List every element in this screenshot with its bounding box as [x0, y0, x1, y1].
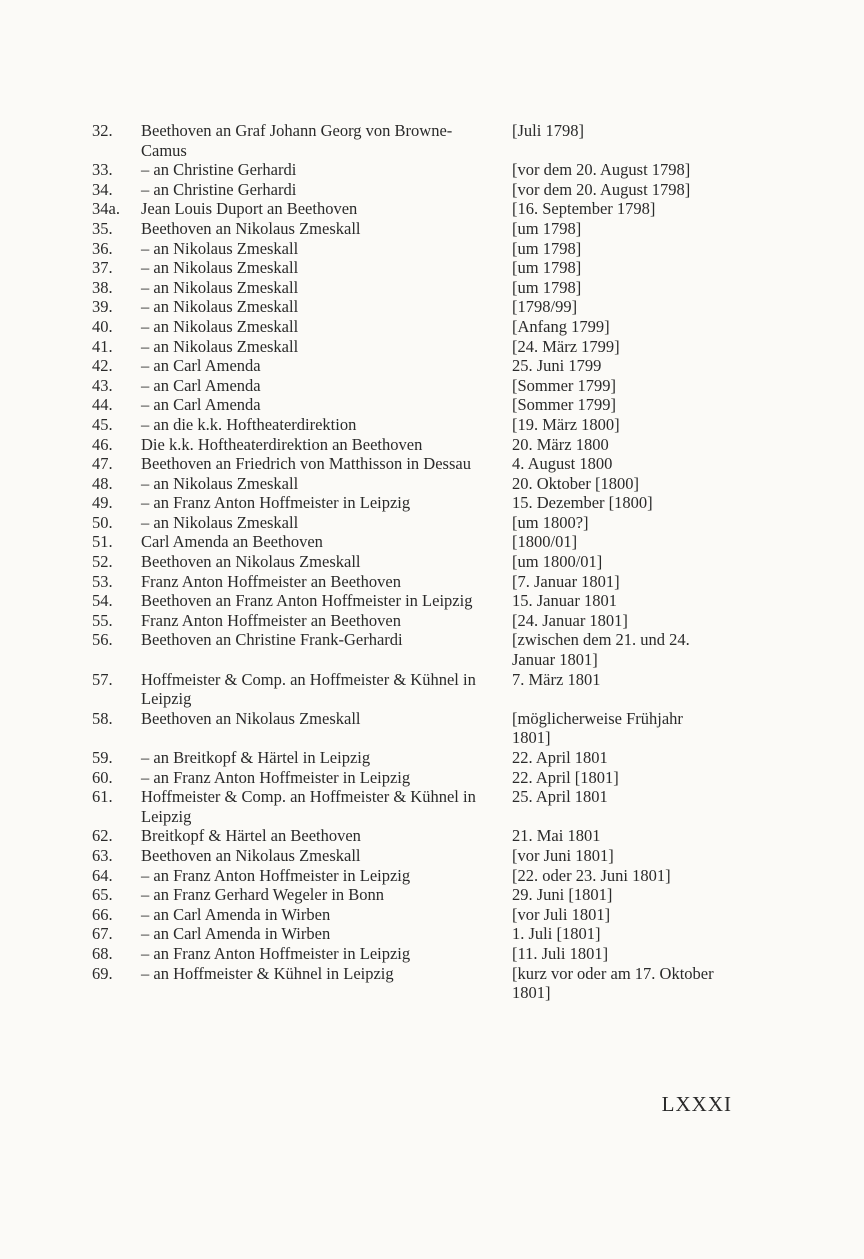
- entry-correspondents: – an Franz Anton Hoffmeister in Leipzig: [141, 767, 411, 787]
- entry-date: 25. April 1801: [512, 787, 608, 807]
- index-entry: [92, 905, 712, 925]
- index-entry: [92, 160, 712, 180]
- entry-number: 49.: [92, 493, 113, 513]
- entry-date: 22. April 1801: [512, 748, 608, 767]
- index-entry: [92, 591, 712, 611]
- entry-date: [19. März 1800]: [512, 414, 620, 434]
- index-entry: [92, 317, 712, 337]
- entry-date: [7. Januar 1801]: [512, 571, 620, 591]
- entry-number: 68.: [92, 943, 113, 963]
- entry-number: 42.: [92, 356, 113, 376]
- entry-number: 34.: [92, 179, 113, 199]
- entry-number: 50.: [92, 512, 113, 532]
- entry-date: 15. Januar 1801: [512, 591, 617, 611]
- entry-correspondents: Die k.k. Hoftheaterdirektion an Beethoven: [141, 434, 423, 454]
- entry-correspondents: – an Christine Gerhardi: [141, 160, 297, 180]
- entry-correspondents: Jean Louis Duport an Beethoven: [141, 199, 358, 219]
- index-entry: [92, 944, 712, 964]
- entry-correspondents: Beethoven an Nikolaus Zmeskall: [141, 708, 361, 728]
- entry-correspondents: Breitkopf & Härtel an Beethoven: [141, 826, 361, 846]
- index-entry: [92, 572, 712, 592]
- index-entry: [92, 768, 712, 788]
- entry-date: [1798/99]: [512, 297, 578, 317]
- entry-date: [24. Januar 1801]: [512, 610, 628, 630]
- index-entry: [92, 826, 712, 846]
- entry-date: [vor Juli 1801]: [512, 904, 611, 924]
- index-entry: [92, 748, 712, 768]
- entry-correspondents: Franz Anton Hoffmeister an Beethoven: [141, 571, 401, 591]
- entry-correspondents: – an Christine Gerhardi: [141, 179, 297, 199]
- entry-number: 66.: [92, 904, 113, 924]
- page-number: LXXXI: [661, 1092, 732, 1116]
- entry-number: 53.: [92, 571, 113, 591]
- entry-number: 36.: [92, 238, 113, 258]
- index-entry: [92, 435, 712, 455]
- entry-date: [um 1798]: [512, 258, 582, 278]
- entry-correspondents: Beethoven an Nikolaus Zmeskall: [141, 845, 361, 865]
- entry-correspondents: Beethoven an Friedrich von Matthisson in Dessau: [141, 454, 471, 474]
- index-entry: [92, 376, 712, 396]
- entry-date: 21. Mai 1801: [512, 826, 601, 846]
- index-entry: [92, 885, 712, 905]
- index-entry: [92, 121, 712, 160]
- entry-correspondents: – an Carl Amenda: [141, 356, 261, 376]
- entry-date: 22. April [1801]: [512, 767, 619, 787]
- entry-number: 54.: [92, 591, 113, 611]
- entry-correspondents: Beethoven an Nikolaus Zmeskall: [141, 552, 361, 572]
- index-entry: [92, 356, 712, 376]
- entry-date: [um 1800/01]: [512, 552, 603, 572]
- entry-date: [vor dem 20. August 1798]: [512, 179, 691, 199]
- entry-date: [kurz vor oder am 17. Oktober 1801]: [512, 963, 714, 1003]
- index-entry: [92, 709, 712, 748]
- entry-number: 33.: [92, 160, 113, 180]
- entry-date: [16. September 1798]: [512, 199, 656, 219]
- entry-number: 63.: [92, 845, 113, 865]
- entry-number: 55.: [92, 610, 113, 630]
- entry-number: 61.: [92, 787, 113, 807]
- entry-correspondents: – an Franz Anton Hoffmeister in Leipzig: [141, 865, 411, 885]
- entry-number: 59.: [92, 748, 113, 767]
- index-entry: [92, 924, 712, 944]
- entry-number: 56.: [92, 630, 113, 650]
- entry-date: [22. oder 23. Juni 1801]: [512, 865, 671, 885]
- entry-correspondents: Beethoven an Franz Anton Hoffmeister in Leipzig: [141, 591, 473, 611]
- entry-number: 43.: [92, 375, 113, 395]
- entry-number: 34a.: [92, 199, 120, 219]
- letter-index-list: [92, 121, 712, 1003]
- entry-correspondents: – an Nikolaus Zmeskall: [141, 238, 299, 258]
- entry-correspondents: – an Carl Amenda: [141, 375, 261, 395]
- entry-number: 38.: [92, 277, 113, 297]
- entry-date: [um 1798]: [512, 277, 582, 297]
- entry-number: 48.: [92, 473, 113, 493]
- entry-correspondents: – an Hoffmeister & Kühnel in Leipzig: [141, 963, 394, 983]
- entry-correspondents: – an Nikolaus Zmeskall: [141, 258, 299, 278]
- entry-correspondents: – an die k.k. Hoftheaterdirektion: [141, 414, 357, 434]
- entry-number: 46.: [92, 434, 113, 454]
- entry-correspondents: Franz Anton Hoffmeister an Beethoven: [141, 610, 401, 630]
- index-entry: [92, 415, 712, 435]
- entry-correspondents: – an Franz Gerhard Wegeler in Bonn: [141, 885, 385, 905]
- entry-number: 67.: [92, 924, 113, 944]
- entry-number: 62.: [92, 826, 113, 846]
- entry-number: 57.: [92, 669, 113, 689]
- entry-date: 7. März 1801: [512, 669, 601, 689]
- entry-date: [vor dem 20. August 1798]: [512, 160, 691, 180]
- entry-date: [um 1798]: [512, 218, 582, 238]
- index-entry: [92, 866, 712, 886]
- index-entry: [92, 787, 712, 826]
- entry-date: 1. Juli [1801]: [512, 924, 601, 944]
- entry-number: 64.: [92, 865, 113, 885]
- entry-number: 52.: [92, 552, 113, 572]
- entry-number: 47.: [92, 454, 113, 474]
- index-entry: [92, 630, 712, 669]
- entry-correspondents: – an Nikolaus Zmeskall: [141, 297, 299, 317]
- entry-date: [24. März 1799]: [512, 336, 620, 356]
- index-entry: [92, 454, 712, 474]
- entry-date: 29. Juni [1801]: [512, 885, 613, 905]
- entry-correspondents: – an Nikolaus Zmeskall: [141, 277, 299, 297]
- entry-correspondents: Beethoven an Nikolaus Zmeskall: [141, 218, 361, 238]
- index-entry: [92, 552, 712, 572]
- entry-date: [Anfang 1799]: [512, 316, 610, 336]
- entry-date: [Sommer 1799]: [512, 375, 617, 395]
- entry-correspondents: – an Carl Amenda in Wirben: [141, 924, 331, 944]
- entry-number: 69.: [92, 963, 113, 983]
- index-entry: [92, 395, 712, 415]
- index-entry: [92, 532, 712, 552]
- entry-correspondents: – an Carl Amenda in Wirben: [141, 904, 331, 924]
- entry-correspondents: – an Nikolaus Zmeskall: [141, 473, 299, 493]
- entry-number: 44.: [92, 395, 113, 415]
- entry-correspondents: – an Nikolaus Zmeskall: [141, 316, 299, 336]
- entry-number: 32.: [92, 121, 113, 140]
- entry-date: 15. Dezember [1800]: [512, 493, 653, 513]
- index-entry: [92, 239, 712, 259]
- entry-number: 58.: [92, 708, 113, 728]
- entry-correspondents: – an Franz Anton Hoffmeister in Leipzig: [141, 943, 411, 963]
- entry-number: 40.: [92, 316, 113, 336]
- index-entry: [92, 219, 712, 239]
- index-entry: [92, 180, 712, 200]
- entry-correspondents: Hoffmeister & Comp. an Hoffmeister & Kühnel in Leipzig: [141, 787, 476, 826]
- index-entry: [92, 611, 712, 631]
- index-entry: [92, 513, 712, 533]
- entry-date: [Sommer 1799]: [512, 395, 617, 415]
- index-entry: [92, 493, 712, 513]
- index-entry: [92, 258, 712, 278]
- index-entry: [92, 337, 712, 357]
- entry-date: 25. Juni 1799: [512, 356, 602, 376]
- index-entry: [92, 846, 712, 866]
- entry-date: [um 1798]: [512, 238, 582, 258]
- index-entry: [92, 474, 712, 494]
- entry-number: 41.: [92, 336, 113, 356]
- entry-number: 65.: [92, 885, 113, 905]
- entry-number: 51.: [92, 532, 113, 552]
- entry-correspondents: – an Nikolaus Zmeskall: [141, 336, 299, 356]
- entry-number: 39.: [92, 297, 113, 317]
- entry-correspondents: – an Franz Anton Hoffmeister in Leipzig: [141, 493, 411, 513]
- entry-correspondents: Carl Amenda an Beethoven: [141, 532, 323, 552]
- entry-date: 20. Oktober [1800]: [512, 473, 639, 493]
- entry-number: 45.: [92, 414, 113, 434]
- index-entry: [92, 670, 712, 709]
- entry-date: [Juli 1798]: [512, 121, 584, 140]
- index-entry: [92, 964, 712, 1003]
- entry-date: 20. März 1800: [512, 434, 609, 454]
- entry-date: [möglicherweise Frühjahr 1801]: [512, 708, 683, 748]
- entry-date: [vor Juni 1801]: [512, 845, 614, 865]
- index-entry: [92, 278, 712, 298]
- index-entry: [92, 199, 712, 219]
- index-entry: [92, 297, 712, 317]
- entry-correspondents: – an Breitkopf & Härtel in Leipzig: [141, 748, 371, 767]
- entry-number: 35.: [92, 218, 113, 238]
- entry-date: [1800/01]: [512, 532, 578, 552]
- entry-correspondents: – an Carl Amenda: [141, 395, 261, 415]
- entry-correspondents: – an Nikolaus Zmeskall: [141, 512, 299, 532]
- entry-correspondents: Beethoven an Christine Frank-Gerhardi: [141, 630, 403, 650]
- entry-date: [11. Juli 1801]: [512, 943, 609, 963]
- entry-number: 37.: [92, 258, 113, 278]
- entry-date: 4. August 1800: [512, 454, 613, 474]
- entry-correspondents: Hoffmeister & Comp. an Hoffmeister & Kühnel in Leipzig: [141, 669, 476, 709]
- entry-number: 60.: [92, 767, 113, 787]
- entry-date: [um 1800?]: [512, 512, 589, 532]
- entry-date: [zwischen dem 21. und 24. Januar 1801]: [512, 630, 690, 670]
- entry-correspondents: Beethoven an Graf Johann Georg von Browne-Camus: [141, 121, 453, 160]
